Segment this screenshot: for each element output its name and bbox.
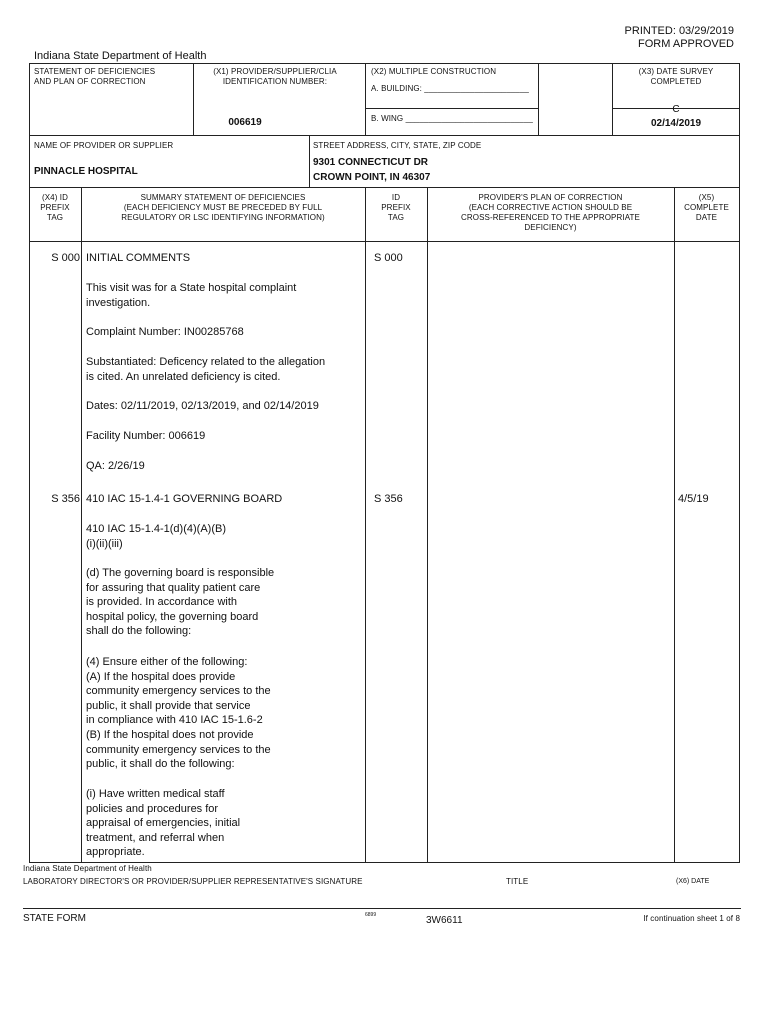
s356-title: 410 IAC 15-1.4-1 GOVERNING BOARD xyxy=(86,493,283,505)
continuation-sheet: If continuation sheet 1 of 8 xyxy=(643,914,740,923)
provider-divider xyxy=(29,187,740,188)
x2-divider xyxy=(365,63,366,135)
s356-tag: S 356 xyxy=(51,493,80,505)
paragraph-facility: Facility Number: 006619 xyxy=(86,430,206,442)
left-border xyxy=(29,63,30,862)
s356-id: S 356 xyxy=(374,493,403,505)
event-id: 3W6611 xyxy=(426,915,463,926)
column-header-divider xyxy=(29,241,740,242)
provider-name: PINNACLE HOSPITAL xyxy=(34,166,138,177)
summary-col-divider xyxy=(365,187,366,862)
footer-divider xyxy=(23,908,741,909)
x1-value: 006619 xyxy=(228,117,262,128)
x2-inner-divider xyxy=(365,108,539,109)
signature-label: LABORATORY DIRECTOR'S OR PROVIDER/SUPPLIER REPRESENTATIVE'S SIGNATURE xyxy=(23,877,363,886)
top-box-divider xyxy=(29,135,740,136)
city-state-zip: CROWN POINT, IN 46307 xyxy=(313,172,431,183)
building-label: A. BUILDING: _______________________ xyxy=(371,84,529,93)
statement-label: STATEMENT OF DEFICIENCIES AND PLAN OF CORRECTION xyxy=(34,67,156,86)
plan-header: PROVIDER'S PLAN OF CORRECTION (EACH CORRECTIVE ACTION SHOULD BE CROSS-REFERENCED TO THE APPROPRIATE DEFICIENCY) xyxy=(461,193,640,232)
form-code: 6899 xyxy=(365,912,377,918)
x2-label: (X2) MULTIPLE CONSTRUCTION xyxy=(371,67,497,76)
x4-header: (X4) ID PREFIX TAG xyxy=(40,193,70,222)
x1-label: (X1) PROVIDER/SUPPLIER/CLIA IDENTIFICATION NUMBER: xyxy=(213,67,337,86)
s000-title: INITIAL COMMENTS xyxy=(86,252,191,264)
right-border xyxy=(739,63,740,862)
x6-date-label: (X6) DATE xyxy=(676,878,710,885)
agency-title: Indiana State Department of Health xyxy=(34,50,207,62)
x5-header: (X5) COMPLETE DATE xyxy=(684,193,729,222)
paragraph-qa: QA: 2/26/19 xyxy=(86,460,145,472)
paragraph-substantiated: Substantiated: Deficency related to the allegation is cited. An unrelated deficiency is cited. xyxy=(86,356,326,383)
wing-label: B. WING ____________________________ xyxy=(371,114,533,123)
summary-header: SUMMARY STATEMENT OF DEFICIENCIES (EACH DEFICIENCY MUST BE PRECEDED BY FULL REGULATORY OR LSC IDENTIFYING INFORMATION) xyxy=(121,193,325,222)
plan-col-divider xyxy=(674,187,675,862)
printed-date: PRINTED: 03/29/2019 xyxy=(624,25,734,37)
x1-divider xyxy=(193,63,194,135)
paragraph-regulation: 410 IAC 15-1.4-1(d)(4)(A)(B) (i)(ii)(iii) xyxy=(86,523,226,550)
paragraph-emergency: (4) Ensure either of the following: (A) If the hospital does provide community emergency services to the public, it shall provide that service in compliance with 410 IAC 15-1.6-2 (B) If the hospital does not provide community emergency services to the public, it shall do the following: xyxy=(86,656,271,771)
state-form-label: STATE FORM xyxy=(23,913,86,924)
s000-tag: S 000 xyxy=(51,252,80,264)
address-divider xyxy=(309,135,310,187)
street-address: 9301 CONNECTICUT DR xyxy=(313,157,429,168)
address-label: STREET ADDRESS, CITY, STATE, ZIP CODE xyxy=(313,141,482,150)
provider-name-label: NAME OF PROVIDER OR SUPPLIER xyxy=(34,141,174,150)
s000-id: S 000 xyxy=(374,252,403,264)
body-bottom-border xyxy=(29,862,740,863)
x3-code: C xyxy=(672,104,680,115)
id-header: ID PREFIX TAG xyxy=(381,193,411,222)
x3-label: (X3) DATE SURVEY COMPLETED xyxy=(638,67,714,86)
title-label: TITLE xyxy=(506,877,529,886)
s356-complete-date: 4/5/19 xyxy=(678,493,709,505)
paragraph-dates: Dates: 02/11/2019, 02/13/2019, and 02/14/2019 xyxy=(86,400,319,412)
x4-col-divider xyxy=(81,187,82,862)
paragraph-complaint: Complaint Number: IN00285768 xyxy=(86,326,244,338)
footer-agency: Indiana State Department of Health xyxy=(23,864,152,873)
form-status: FORM APPROVED xyxy=(638,38,734,50)
top-box-border xyxy=(29,63,740,64)
x2-right-divider xyxy=(538,63,539,135)
x3-date: 02/14/2019 xyxy=(650,118,702,129)
paragraph-policies: (i) Have written medical staff policies and procedures for appraisal of emergencies, initial treatment, and referral when appropriate. xyxy=(86,788,241,859)
paragraph-governing-board: (d) The governing board is responsible for assuring that quality patient care is provided. In accordance with hospital policy, the governing board shall do the following: xyxy=(86,567,275,638)
id-col-divider xyxy=(427,187,428,862)
paragraph-visit: This visit was for a State hospital complaint investigation. xyxy=(86,282,297,309)
